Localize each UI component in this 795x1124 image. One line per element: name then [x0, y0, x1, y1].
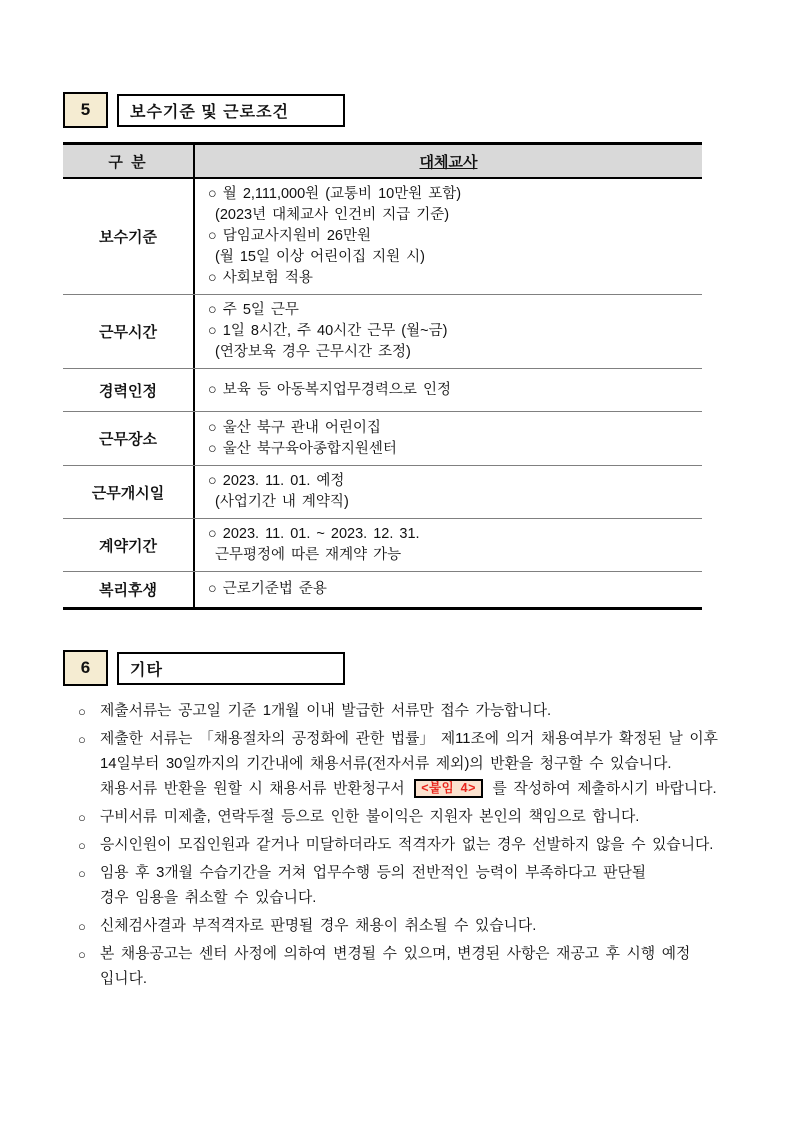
text-line: 본 채용공고는 센터 사정에 의하여 변경될 수 있으며, 변경된 사항은 재공고 후 시행 예정 [100, 946, 691, 962]
text-line: 제출한 서류는 「채용절차의 공정화에 관한 법률」 제11조에 의거 채용여부가 확정된 날 이후 [100, 731, 718, 747]
row-content [195, 466, 702, 518]
list-item [78, 914, 765, 939]
table-line: ○ 2023. 11. 01. ~ 2023. 12. 31. [208, 526, 420, 542]
row-content [195, 519, 702, 571]
section-title: 보수기준 및 근로조건 [117, 94, 345, 127]
table-line: ○ 보육 등 아동복지업무경력으로 인정 [208, 381, 451, 398]
row-label: 근무개시일 [63, 466, 195, 518]
attachment-4-badge: <붙임 4> [414, 779, 483, 798]
row-content [195, 369, 702, 411]
text-line: 응시인원이 모집인원과 같거나 미달하더라도 적격자가 없는 경우 선발하지 않을 수 있습니다. [100, 837, 714, 853]
table-line: (2023년 대체교사 인건비 지급 기준) [215, 207, 450, 223]
table-header-row [63, 145, 702, 179]
list-item-text [100, 727, 765, 802]
row-content [195, 572, 702, 607]
list-item [78, 805, 765, 830]
text-line: 14일부터 30일까지의 기간내에 채용서류(전자서류 제외)의 반환을 청구할 수 있습니다. [100, 756, 672, 772]
column-header-label: 대체교사 [419, 153, 478, 171]
table-line: ○ 울산 북구육아종합지원센터 [208, 440, 397, 457]
row-label: 복리후생 [63, 572, 195, 607]
list-item [78, 861, 765, 911]
circle-bullet-icon: ○ [78, 732, 86, 747]
table-line: (월 15일 이상 어린이집 지원 시) [215, 249, 426, 265]
text-line: 경우 임용을 취소할 수 있습니다. [100, 890, 317, 906]
row-label: 근무장소 [63, 412, 195, 465]
table-row [63, 466, 702, 519]
table-line: ○ 근로기준법 준용 [208, 581, 327, 597]
list-item [78, 699, 765, 724]
table-row [63, 369, 702, 412]
list-item-text [100, 805, 765, 830]
text-line: 구비서류 미제출, 연락두절 등으로 인한 불이익은 지원자 본인의 책임으로 합니다. [100, 809, 640, 825]
column-header-category: 구 분 [63, 145, 195, 177]
table-line: ○ 2023. 11. 01. 예정 [208, 473, 345, 489]
column-header-substitute-teacher [195, 145, 702, 177]
text-line: 신체검사결과 부적격자로 판명될 경우 채용이 취소될 수 있습니다. [100, 918, 537, 934]
list-item [78, 942, 765, 992]
row-label: 계약기간 [63, 519, 195, 571]
circle-bullet-icon: ○ [78, 810, 86, 825]
compensation-table [63, 142, 702, 610]
circle-bullet-icon: ○ [78, 947, 86, 962]
text-line: 임용 후 3개월 수습기간을 거쳐 업무수행 등의 전반적인 능력이 부족하다고 판단될 [100, 865, 647, 881]
text-segment: 를 작성하여 제출하시기 바랍니다. [485, 781, 717, 797]
text-line [100, 777, 765, 802]
row-content [195, 295, 702, 368]
table-row [63, 519, 702, 572]
table-row [63, 412, 702, 466]
section-6-header [63, 650, 795, 686]
list-item-text [100, 699, 765, 724]
table-line: ○ 사회보험 적용 [208, 270, 313, 286]
text-line: 제출서류는 공고일 기준 1개월 이내 발급한 서류만 접수 가능합니다. [100, 703, 552, 719]
row-label: 보수기준 [63, 179, 195, 294]
table-line: ○ 월 2,111,000원 (교통비 10만원 포함) [208, 186, 462, 202]
table-line: (연장보육 경우 근무시간 조정) [215, 344, 411, 360]
circle-bullet-icon: ○ [78, 866, 86, 881]
table-line: ○ 주 5일 근무 [208, 302, 299, 318]
table-row [63, 572, 702, 607]
list-item-text [100, 914, 765, 939]
circle-bullet-icon: ○ [78, 919, 86, 934]
table-line: ○ 1일 8시간, 주 40시간 근무 (월~금) [208, 323, 448, 339]
list-item-text [100, 861, 765, 911]
notes-list [78, 699, 765, 992]
table-row [63, 295, 702, 369]
text-line: 입니다. [100, 971, 147, 987]
table-line: ○ 담임교사지원비 26만원 [208, 228, 372, 244]
text-segment: 채용서류 반환을 원할 시 채용서류 반환청구서 [100, 781, 412, 797]
table-line: ○ 울산 북구 관내 어린이집 [208, 419, 381, 436]
table-row [63, 179, 702, 295]
circle-bullet-icon: ○ [78, 704, 86, 719]
row-content [195, 179, 702, 294]
list-item [78, 833, 765, 858]
row-content [195, 412, 702, 465]
circle-bullet-icon: ○ [78, 838, 86, 853]
row-label: 경력인정 [63, 369, 195, 411]
table-line: (사업기간 내 계약직) [215, 494, 349, 510]
section-number-badge: 5 [63, 92, 108, 128]
row-label: 근무시간 [63, 295, 195, 368]
list-item-text [100, 942, 765, 992]
list-item [78, 727, 765, 802]
section-5-header [63, 92, 795, 128]
section-number-badge: 6 [63, 650, 108, 686]
section-title: 기타 [117, 652, 345, 685]
list-item-text [100, 833, 765, 858]
table-line: 근무평정에 따른 재계약 가능 [215, 547, 402, 563]
